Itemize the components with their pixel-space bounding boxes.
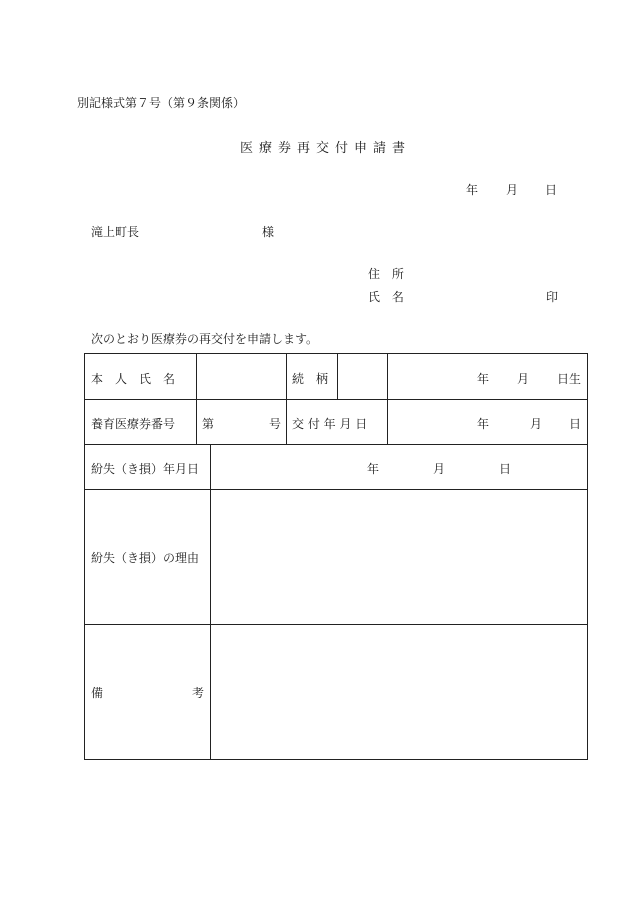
addressee-honorific: 様 — [262, 225, 275, 239]
intro-text: 次のとおり医療券の再交付を申請します。 — [91, 332, 319, 346]
loss-year-label: 年 — [367, 462, 380, 476]
date-year-label: 年 — [466, 183, 479, 197]
applicant-seal-label: 印 — [546, 290, 559, 304]
applicant-address-label: 住 所 — [368, 267, 408, 281]
application-table — [84, 353, 588, 760]
number-suffix: 号 — [269, 417, 282, 431]
birth-month-label: 月 — [517, 372, 530, 386]
loss-reason-label: 紛失（き損）の理由 — [91, 551, 200, 565]
issue-day-label: 日 — [569, 417, 582, 431]
birth-day-label: 日生 — [557, 372, 582, 386]
addressee-town: 滝上町長 — [91, 225, 140, 239]
date-day-label: 日 — [545, 183, 558, 197]
row-divider — [85, 489, 587, 490]
number-prefix: 第 — [202, 417, 215, 431]
ticket-number-label: 養育医療券番号 — [91, 417, 176, 431]
loss-day-label: 日 — [499, 462, 512, 476]
remarks-label-left: 備 — [91, 686, 104, 700]
issue-date-label: 交 付 年 月 日 — [292, 417, 368, 431]
loss-month-label: 月 — [433, 462, 446, 476]
document-title: 医療券再交付申請書 — [240, 141, 412, 156]
issue-month-label: 月 — [530, 417, 543, 431]
applicant-name-label: 氏 名 — [368, 290, 408, 304]
col-divider — [387, 354, 388, 444]
row-divider — [85, 624, 587, 625]
col-divider — [210, 444, 211, 760]
person-name-label: 本 人 氏 名 — [91, 372, 176, 386]
row-divider — [85, 399, 587, 400]
remarks-label-right: 考 — [192, 686, 205, 700]
relation-label: 続 柄 — [292, 372, 329, 386]
date-month-label: 月 — [506, 183, 519, 197]
loss-date-label: 紛失（き損）年月日 — [91, 462, 200, 476]
col-divider — [337, 354, 338, 399]
form-reference: 別記様式第７号（第９条関係） — [77, 96, 246, 110]
col-divider — [196, 354, 197, 444]
birth-year-label: 年 — [477, 372, 490, 386]
col-divider — [286, 354, 287, 444]
issue-year-label: 年 — [477, 417, 490, 431]
row-divider — [85, 444, 587, 445]
